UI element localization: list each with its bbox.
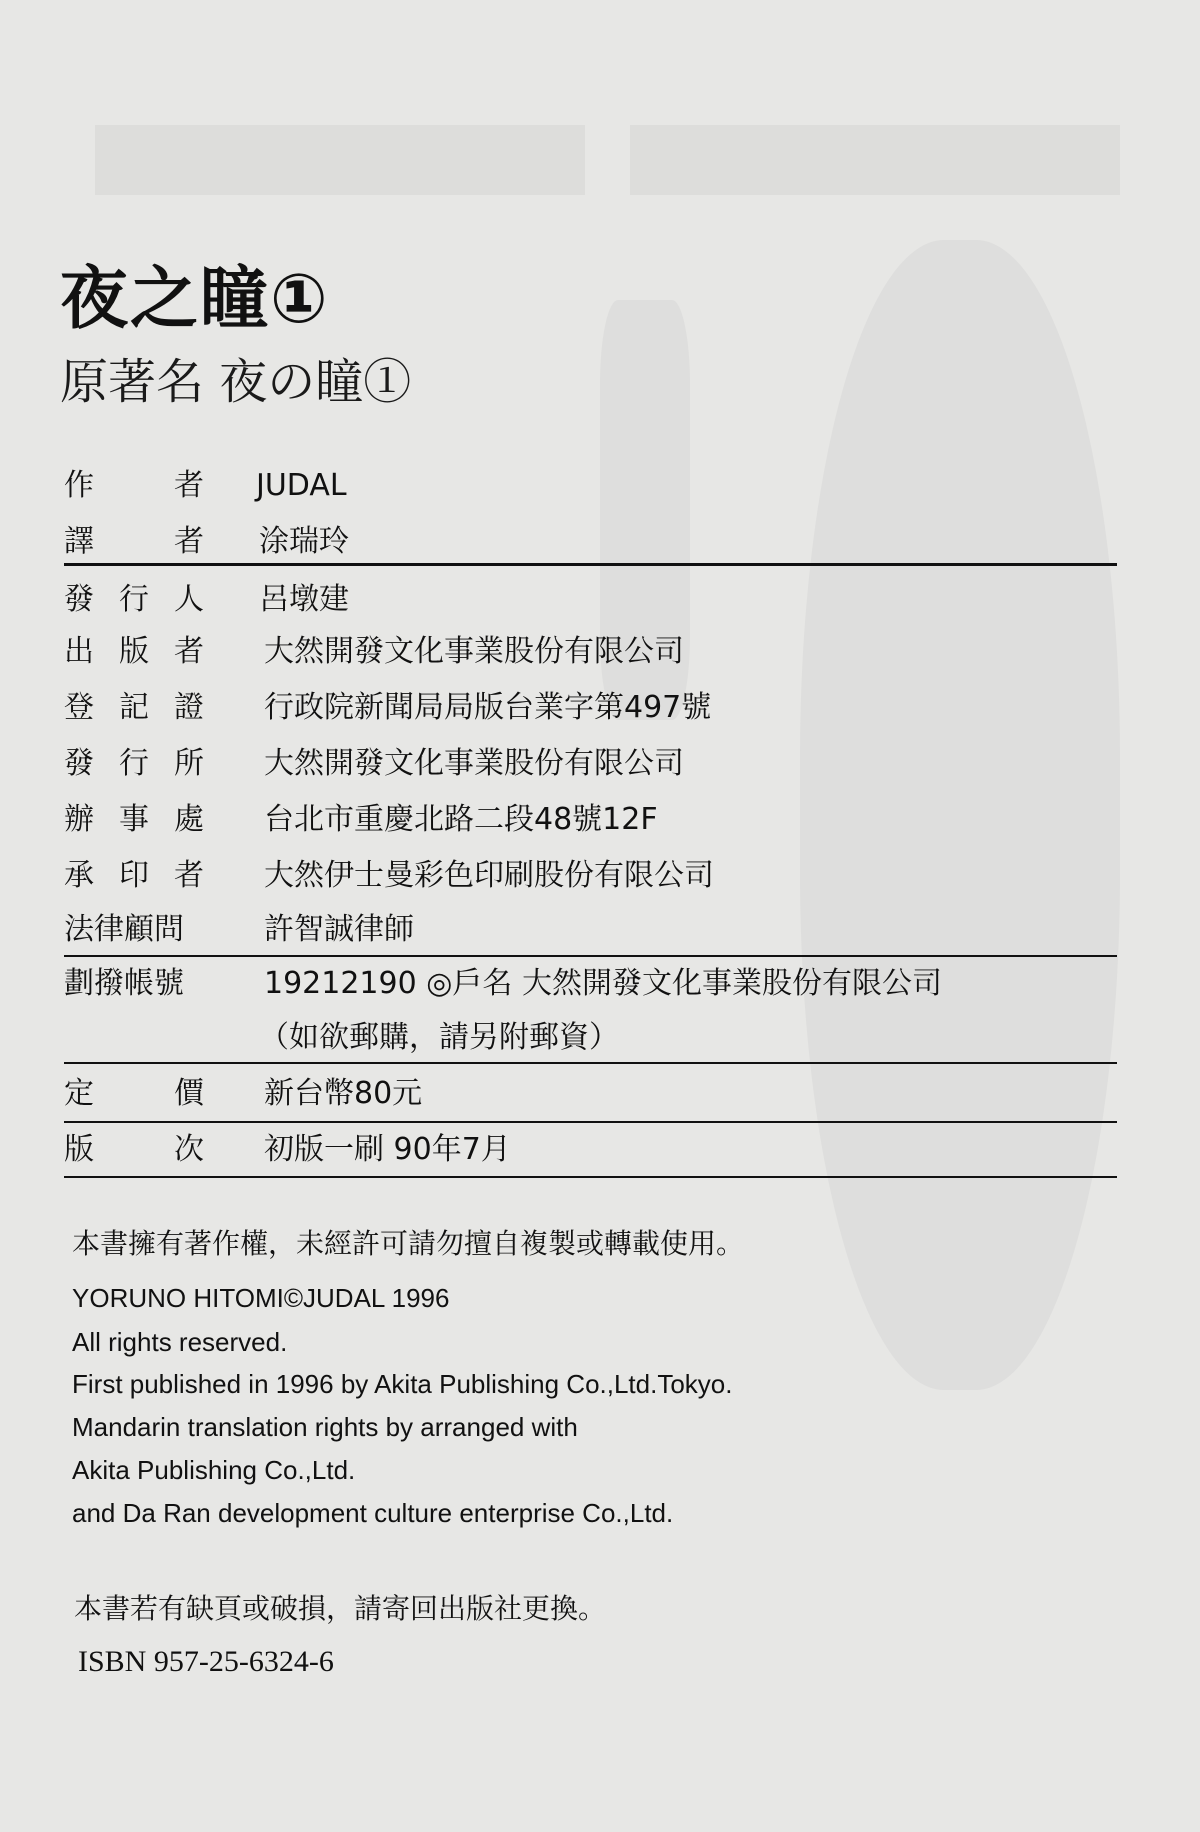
divider	[64, 1121, 1117, 1123]
credit-value: 初版一刷 90年7月	[264, 1132, 511, 1167]
credit-value: 19212190 ◎戶名 大然開發文化事業股份有限公司	[264, 966, 942, 1001]
copyright-line: and Da Ran development culture enterprise Co.,Ltd.	[72, 1498, 674, 1528]
credit-value: 台北市重慶北路二段48號12F	[264, 802, 658, 837]
credit-value: 涂瑞玲	[259, 524, 349, 559]
credit-label: 法律顧問	[64, 912, 184, 947]
credit-label: 作 者	[64, 468, 204, 503]
credit-value: （如欲郵購，請另附郵資）	[259, 1020, 619, 1055]
show-through-text-left	[95, 125, 585, 195]
credit-label: 辦 事 處	[64, 802, 204, 837]
credit-label: 發 行 人	[64, 582, 204, 617]
copyright-line: First published in 1996 by Akita Publishing Co.,Ltd.Tokyo.	[72, 1369, 733, 1399]
original-title: 原著名 夜の瞳①	[60, 354, 412, 410]
credit-label: 版 次	[64, 1132, 204, 1167]
divider	[64, 563, 1117, 566]
isbn: ISBN 957-25-6324-6	[78, 1645, 334, 1678]
book-title: 夜之瞳①	[60, 260, 330, 339]
show-through-text-right	[630, 125, 1120, 195]
credit-value: 新台幣80元	[264, 1076, 423, 1111]
credit-label: 劃撥帳號	[64, 966, 184, 1001]
credit-label: 譯 者	[64, 524, 204, 559]
credit-value: JUDAL	[256, 468, 347, 503]
copyright-line: All rights reserved.	[72, 1327, 288, 1357]
credit-label: 出 版 者	[64, 634, 204, 669]
divider	[64, 1062, 1117, 1064]
credit-label: 承 印 者	[64, 858, 204, 893]
credit-value: 呂墩建	[259, 582, 349, 617]
copyright-line: Mandarin translation rights by arranged with	[72, 1412, 578, 1442]
show-through-figure	[800, 240, 1120, 1390]
divider	[64, 955, 1117, 957]
credit-value: 行政院新聞局局版台業字第497號	[264, 690, 712, 725]
copyright-line: Akita Publishing Co.,Ltd.	[72, 1455, 356, 1485]
copyright-notice: 本書擁有著作權，未經許可請勿擅自複製或轉載使用。	[72, 1227, 745, 1260]
divider	[64, 1176, 1117, 1178]
credit-value: 大然開發文化事業股份有限公司	[264, 634, 684, 669]
credit-value: 許智誠律師	[264, 912, 414, 947]
copyright-line: YORUNO HITOMI©JUDAL 1996	[72, 1283, 450, 1313]
credit-label: 登 記 證	[64, 690, 204, 725]
replacement-notice: 本書若有缺頁或破損，請寄回出版社更換。	[74, 1592, 607, 1625]
credit-label: 發 行 所	[64, 746, 204, 781]
credit-value: 大然伊士曼彩色印刷股份有限公司	[264, 858, 714, 893]
credit-label: 定 價	[64, 1076, 204, 1111]
credit-value: 大然開發文化事業股份有限公司	[264, 746, 684, 781]
